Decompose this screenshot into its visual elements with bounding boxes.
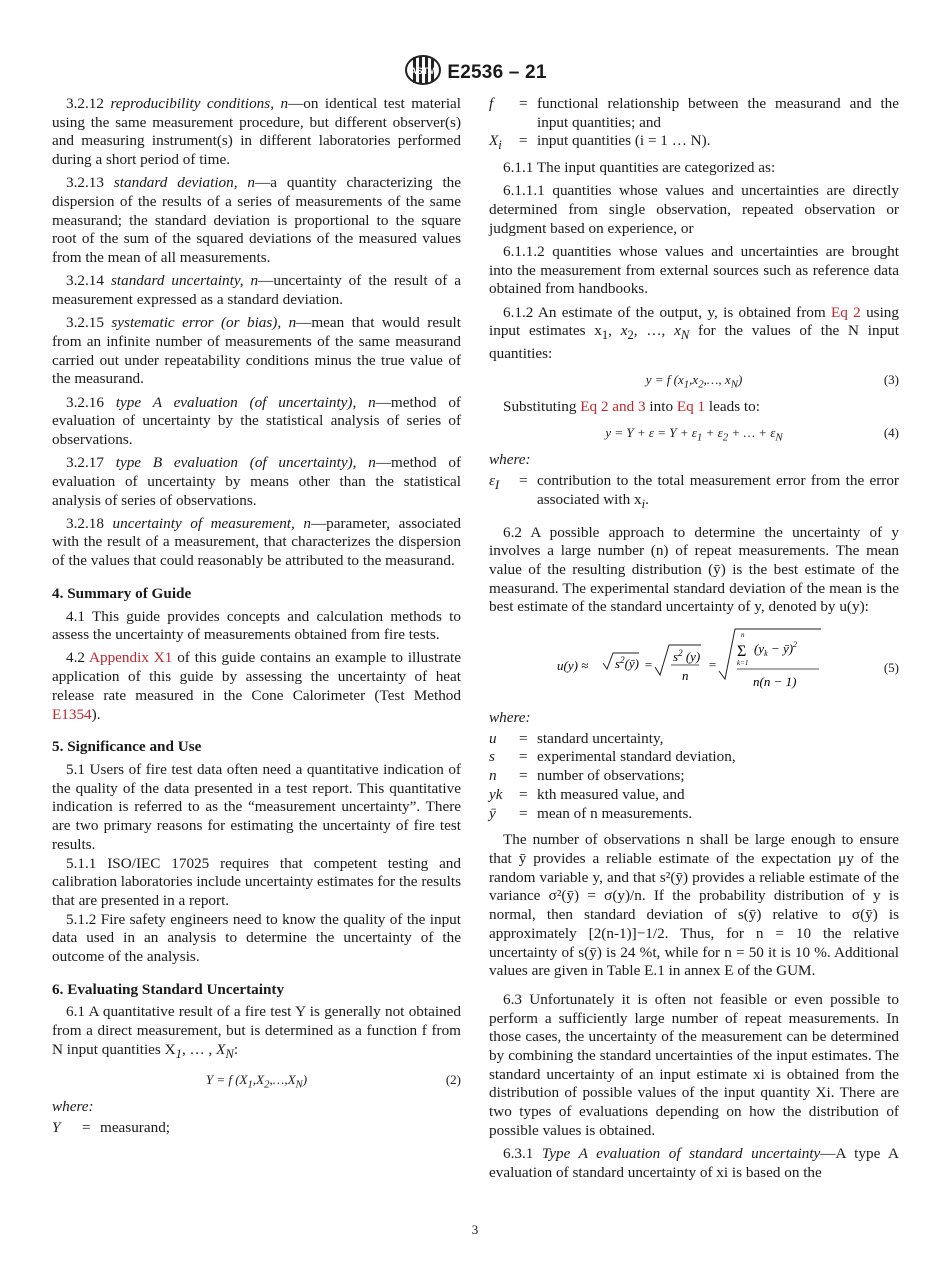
equation-5 <box>489 623 899 703</box>
equation-2: Y = f $(X_1,X_2,\dots,X_N)$ (2) <box>205 1072 461 1091</box>
where-label-2: where: <box>489 451 531 469</box>
definition-3-2-13: 3.2.13 standard deviation, n—a quantity characterizing the dispersion of the results of a series of measurements of the same measurand; the standard deviation is proportional to the square root of the sum of the squared deviations of the measured values from the mean of all measurements. <box>52 174 461 267</box>
svg-text:(yk − ȳ)2: ($y_k$ − ȳ)$^2$ <box>754 640 798 659</box>
para-6-1-2: 6.1.2 An estimate of the output, y, is obtained from Eq 2 using input estimates $x_1$, $x_2$, …, $x_N$ for the values of the N input quantities: <box>489 303 899 362</box>
svg-text:k=1: k=1 <box>737 659 749 668</box>
svg-text:Σ: Σ <box>737 643 747 661</box>
where-label-3: where: <box>489 709 531 727</box>
section-5-heading: 5. Significance and Use <box>52 738 202 756</box>
svg-text:n(n − 1): n(n − 1) <box>753 674 797 690</box>
def-Y: Y = measurand; <box>52 1118 171 1136</box>
def-n: n = number of observations; <box>489 767 685 785</box>
definition-3-2-17: 3.2.17 type B evaluation (of uncertainty), n—method of evaluation of uncertainty by means other than the statistical analysis of series of observations. <box>52 454 462 509</box>
equation-5-number: (5) <box>883 660 899 676</box>
svg-text:u(y) ≈: u(y) ≈ <box>557 658 589 674</box>
equation-3-number: (3) <box>883 372 899 388</box>
definition-3-2-15: 3.2.15 systematic error (or bias), n—mean that would result from an infinite number of measurements of the same measurand carried out under repeatability conditions minus the true value of the measurand. <box>52 314 461 388</box>
equation-2-number: (2) <box>445 1072 461 1088</box>
left-column <box>52 95 461 1137</box>
para-4-1: 4.1 This guide provides concepts and calculation methods to assess the uncertainty of measurements obtained from fire tests. <box>52 607 461 644</box>
standard-designation: E2536 – 21 <box>447 61 547 83</box>
def-u: u = standard uncertainty, <box>489 729 664 747</box>
svg-text:n: n <box>741 631 745 640</box>
para-5-1-2: 5.1.2 Fire safety engineers need to know the quality of the input data used in an analysis to determine the uncertainty of the outcome of the analysis. <box>52 910 461 966</box>
para-6-1-1-2: 6.1.1.2 quantities whose values and uncertainties are brought into the measurement from external sources such as reference data obtained from handbooks. <box>489 242 899 298</box>
e1354-link[interactable]: E1354 <box>52 705 92 723</box>
def-Xi: $X_i$ = input quantities (i = 1 … N). <box>489 132 711 153</box>
definition-3-2-16: 3.2.16 type A evaluation (of uncertainty), n—method of evaluation of uncertainty by the statistical analysis of series of observations. <box>52 393 461 448</box>
page-header <box>0 54 950 91</box>
def-s: s = experimental standard deviation, <box>489 748 736 766</box>
astm-logo-text: ASTM <box>410 66 437 76</box>
svg-text:s2(ȳ): $s^2(ȳ)$ <box>615 655 639 672</box>
para-6-1-1-1: 6.1.1.1 quantities whose values and uncertainties are directly determined from single observation, repeated observation or judgment based on experience, or <box>489 182 899 237</box>
para-6-3: 6.3 Unfortunately it is often not feasible or even possible to perform a sufficiently large number of repeat measurements. In those cases, the uncertainty of the measurement can be determined by combining the standard uncertainties of the input estimates. The standard uncertainty of an input estimate xi is obtained from the distribution of possible values of the input quantity Xi. There are two types of evaluations depending on how the distribution of possible values is obtained. <box>489 990 899 1139</box>
para-5-1-1: 5.1.1 ISO/IEC 17025 requires that competent testing and calibration laboratories include uncertainty estimates for the results that are presented in a report. <box>52 854 461 909</box>
definition-3-2-12: 3.2.12 reproducibility conditions, n—on identical test material using the same measurement procedure, but different observer(s) and measuring instrument(s) in different laboratories performed during a short period of time. <box>52 95 461 169</box>
eq2-and-3-link[interactable]: Eq 2 and 3 <box>580 398 646 416</box>
eq1-link[interactable]: Eq 1 <box>676 398 706 416</box>
page-number: 3 <box>471 1222 479 1237</box>
svg-text:=: = <box>708 657 717 673</box>
equation-4: $y = Y + \varepsilon = Y + \varepsilon_1 + \varepsilon_2$ + … + $\varepsilon_N$ (4) <box>605 425 899 444</box>
definition-3-2-14: 3.2.14 standard uncertainty, n—uncertainty of the result of a measurement expressed as a standard deviation. <box>52 272 462 309</box>
def-yk: yk = kth measured value, and <box>489 785 685 803</box>
def-epsilon: $\varepsilon_I$ = contribution to the total measurement error from the error associated with $x_i$. <box>489 472 899 511</box>
para-4-2: 4.2 Appendix X1 of this guide contains an example to illustrate application of this guide by assessing the uncertainty of heat release rate measured in the Cone Calorimeter (Test Method E1354). <box>52 649 461 723</box>
svg-text:n: n <box>682 668 689 684</box>
section-6-heading: 6. Evaluating Standard Uncertainty <box>52 980 285 998</box>
def-ybar: ȳ = mean of n measurements. <box>489 804 693 822</box>
definition-3-2-18: 3.2.18 uncertainty of measurement, n—parameter, associated with the result of a measurement, that characterizes the dispersion of the values that could reasonably be attributed to the measurand. <box>52 514 461 570</box>
para-6-1-1: 6.1.1 The input quantities are categorized as: <box>503 159 776 177</box>
eq2-link[interactable]: Eq 2 <box>830 303 861 321</box>
para-6-3-1: 6.3.1 Type A evaluation of standard uncertainty—A type A evaluation of standard uncertainty of xi is based on the <box>489 1145 899 1181</box>
para-6-1: 6.1 A quantitative result of a fire test Y is generally not obtained from a direct measurement, but is determined as a function f from N input quantities $X_1$, … , $X_N$: <box>52 1003 461 1061</box>
section-4-heading: 4. Summary of Guide <box>52 584 192 602</box>
def-f: f = functional relationship between the measurand and the input quantities; and <box>489 95 899 131</box>
appendix-x1-link[interactable]: Appendix X1 <box>89 649 173 667</box>
para-5-1: 5.1 Users of fire test data often need a quantitative indication of the quality of the data presented in a test report. This quantitative indication is referred to as the “measurement uncertainty”. There are two primary reasons for estimating the uncertainty of fire test results. <box>52 761 461 853</box>
svg-text:s2 (y): $s^2$ (y) <box>673 648 701 665</box>
astm-logo-icon <box>403 54 443 91</box>
where-label: where: <box>52 1098 94 1116</box>
equation-3: y = f ($x_1,x_2,\dots$, $x_N$) (3) <box>645 372 899 391</box>
para-observations: The number of observations n shall be large enough to ensure that ȳ provides a reliable estimate of the expectation μy of the random variable y, and that s²(ȳ) provides a reliable estimate of the variance σ²(ȳ) = σ(y)/n. If the probability distribution of y is normal, then standard deviation of s(ȳ) relative to σ(ȳ) is approximately [2(n-1)]−1/2. Thus, for n = 10 the relative uncertainty of s(ȳ) is 24 %t, while for n = 50 it is 10 %. Additional values are given in Table E.1 in annex E of the GUM. <box>489 831 899 980</box>
svg-text:=: = <box>644 657 653 673</box>
equation-4-number: (4) <box>883 425 899 441</box>
para-6-2: 6.2 A possible approach to determine the uncertainty of y involves a large number (n) of repeat measurements. The mean value of the resulting distribution (ȳ) is the best estimate of the measurand. The experimental standard deviation of the mean is the best estimate of the standard uncertainty of y, denoted by u(y): <box>489 523 899 616</box>
para-substituting: Substituting Eq 2 and 3 into Eq 1 leads to: <box>503 398 760 416</box>
symbol-definitions <box>489 730 899 824</box>
right-column <box>489 95 899 1187</box>
